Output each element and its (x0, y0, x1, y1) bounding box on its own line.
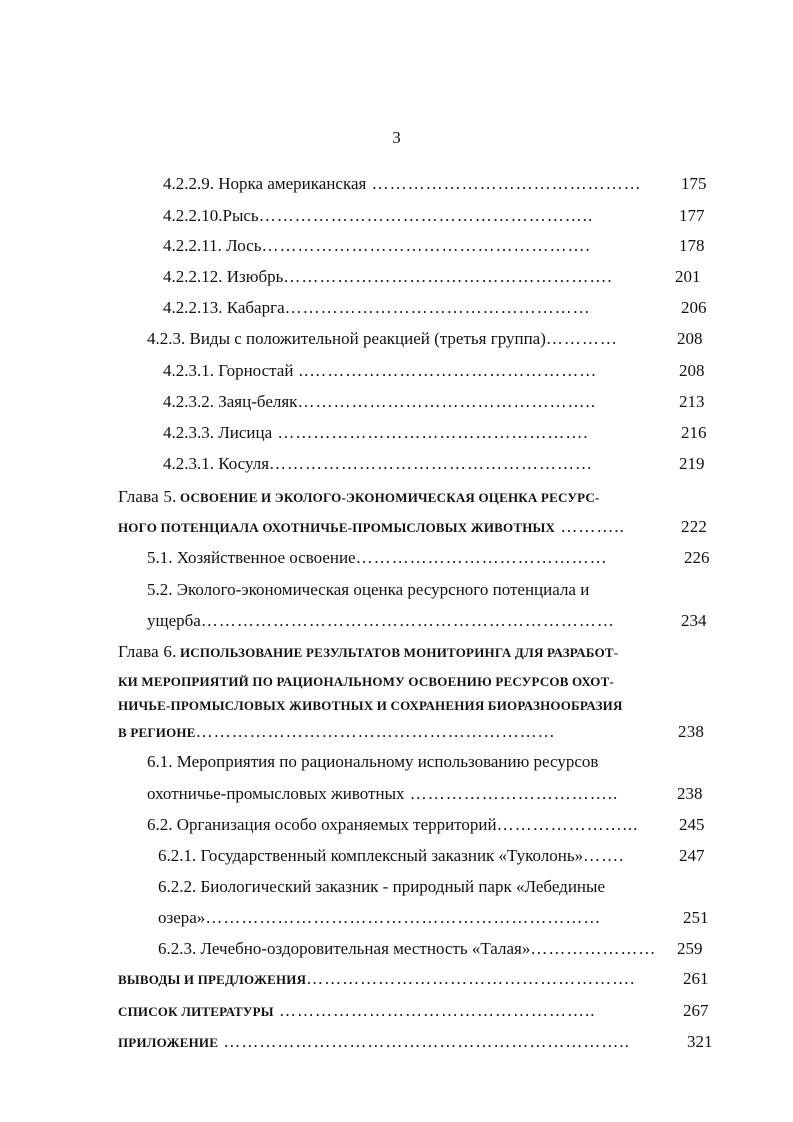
entry-page: 177 (679, 206, 705, 225)
toc-entry (163, 390, 705, 414)
entry-title: озера» (158, 908, 206, 927)
toc-entry (147, 578, 589, 602)
dot-leader: …………………………………………………… (195, 722, 556, 741)
chapter-label: Глава 5. (118, 487, 177, 506)
toc-entry (147, 782, 703, 806)
dot-leader: ………………………………………………. (306, 969, 636, 988)
entry-title: 6.2. Организация особо охраняемых территорий (147, 815, 497, 834)
chapter-title-line: ОСВОЕНИЕ И ЭКОЛОГО-ЭКОНОМИЧЕСКАЯ ОЦЕНКА РЕСУРС- (179, 490, 600, 505)
toc-entry-references (118, 999, 709, 1024)
entry-title: 4.2.3.2. Заяц-беляк (163, 392, 298, 411)
entry-title: 6.2.2. Биологический заказник - природный парк «Лебединые (158, 877, 605, 896)
entry-title: ВЫВОДЫ И ПРЕДЛОЖЕНИЯ (118, 972, 307, 987)
dot-leader: …………………………………………………………… (200, 611, 615, 630)
toc-entry (147, 327, 703, 351)
chapter-5-heading (118, 485, 600, 510)
toc-entry (163, 421, 707, 445)
toc-entry-appendix (118, 1030, 713, 1055)
entry-page: 226 (684, 548, 710, 567)
entry-title: 6.2.3. Лечебно-оздоровительная местность «Талая» (158, 939, 531, 958)
dot-leader: ……………………………………………….. (258, 206, 594, 225)
toc-entry (163, 204, 705, 228)
chapter-6-heading-cont (118, 694, 623, 718)
entry-title: ущерба (147, 611, 201, 630)
chapter-6-heading-cont (118, 670, 614, 694)
entry-title: 4.2.3. Виды с положительной реакцией (третья группа) (147, 329, 546, 348)
dot-leader: ……………………………………… (366, 174, 642, 193)
chapter-title-line: НОГО ПОТЕНЦИАЛА ОХОТНИЧЬЕ-ПРОМЫСЛОВЫХ ЖИВОТНЫХ (118, 520, 556, 535)
dot-leader: ………………………………………………………….. (218, 1032, 630, 1051)
entry-page: 234 (681, 611, 707, 630)
chapter-title-line: ИСПОЛЬЗОВАНИЕ РЕЗУЛЬТАТОВ МОНИТОРИНГА ДЛЯ РАЗРАБОТ- (179, 645, 619, 660)
entry-page: 238 (677, 784, 703, 803)
toc-entry (163, 452, 705, 476)
entry-page: 261 (683, 969, 709, 988)
entry-title: 4.2.2.11. Лось (163, 236, 262, 255)
entry-page: 206 (681, 298, 707, 317)
dot-leader: ……………………………………………. (272, 423, 589, 442)
entry-title: 5.1. Хозяйственное освоение (147, 548, 356, 567)
toc-entry (147, 750, 598, 774)
entry-title: 5.2. Эколого-экономическая оценка ресурсного потенциала и (147, 580, 590, 599)
chapter-label: Глава 6. (118, 642, 177, 661)
entry-page: 321 (687, 1032, 713, 1051)
toc-entry (158, 844, 705, 868)
dot-leader: …………………... (496, 815, 639, 834)
dot-leader: ..………………………………………… (293, 361, 598, 380)
dot-leader: ……………………………………………… (269, 454, 594, 473)
dot-leader: …………………………………………….. (273, 1001, 596, 1020)
toc-entry (163, 172, 707, 196)
entry-title: 4.2.3.1. Горностай (163, 361, 294, 380)
chapter-title-line: НИЧЬЕ-ПРОМЫСЛОВЫХ ЖИВОТНЫХ И СОХРАНЕНИЯ БИОРАЗНООБРАЗИЯ (118, 698, 623, 713)
page-number: 3 (392, 128, 401, 147)
dot-leader: …………………………………… (355, 548, 608, 567)
entry-title: ПРИЛОЖЕНИЕ (118, 1035, 219, 1050)
toc-entry-conclusions (118, 967, 709, 992)
dot-leader: …………………………………………… (284, 298, 591, 317)
entry-title: 4.2.3.3. Лисица (163, 423, 273, 442)
entry-page: 208 (677, 329, 703, 348)
entry-page: 219 (679, 454, 705, 473)
toc-entry (147, 609, 707, 633)
entry-page: 201 (675, 267, 701, 286)
dot-leader: ………………………………………………………… (205, 908, 602, 927)
dot-leader: …………………………….. (404, 784, 619, 803)
entry-page: 245 (679, 815, 705, 834)
dot-leader: ………………………………………….. (297, 392, 596, 411)
entry-title: СПИСОК ЛИТЕРАТУРЫ (118, 1004, 274, 1019)
chapter-6-heading (118, 640, 618, 665)
entry-title: 4.2.2.12. Изюбрь (163, 267, 284, 286)
entry-page: 247 (679, 846, 705, 865)
entry-page: 251 (683, 908, 709, 927)
toc-entry (147, 546, 710, 570)
entry-page: 259 (677, 939, 703, 958)
toc-entry (158, 937, 703, 961)
entry-title: 4.2.2.13. Кабарга (163, 298, 285, 317)
entry-title: 4.2.2.10.Рысь (163, 206, 259, 225)
toc-entry (163, 265, 701, 289)
entry-page: 222 (681, 517, 708, 536)
chapter-title-line: В РЕГИОНЕ (118, 725, 196, 740)
entry-title: 6.2.1. Государственный комплексный заказник «Туколонь» (158, 846, 584, 865)
entry-title: 6.1. Мероприятия по рациональному использованию ресурсов (147, 752, 599, 771)
entry-page: 175 (681, 174, 707, 193)
toc-entry (158, 906, 709, 930)
entry-title: 4.2.2.9. Норка американская (163, 174, 367, 193)
dot-leader: ……. (583, 846, 625, 865)
dot-leader: ………… (545, 329, 618, 348)
dot-leader: ………………………………………………. (283, 267, 613, 286)
entry-page: 178 (679, 236, 705, 255)
entry-page: 216 (681, 423, 707, 442)
dot-leader: ………………………………………………. (261, 236, 591, 255)
entry-page: 238 (678, 722, 705, 741)
entry-page: 267 (683, 1001, 709, 1020)
toc-entry (163, 234, 705, 258)
entry-title: 4.2.3.1. Косуля (163, 454, 270, 473)
dot-leader: ………………… (530, 939, 657, 958)
toc-entry (163, 296, 707, 320)
dot-leader: ……….. (555, 517, 625, 536)
entry-page: 213 (679, 392, 705, 411)
chapter-6-heading-cont (118, 720, 705, 745)
chapter-5-heading-cont (118, 515, 708, 540)
entry-page: 208 (679, 361, 705, 380)
toc-entry (163, 359, 705, 383)
toc-entry (158, 875, 605, 899)
entry-title: охотничье-промысловых животных (147, 784, 405, 803)
chapter-title-line: КИ МЕРОПРИЯТИЙ ПО РАЦИОНАЛЬНОМУ ОСВОЕНИЮ РЕСУРСОВ ОХОТ- (118, 674, 614, 689)
toc-entry (147, 813, 705, 837)
